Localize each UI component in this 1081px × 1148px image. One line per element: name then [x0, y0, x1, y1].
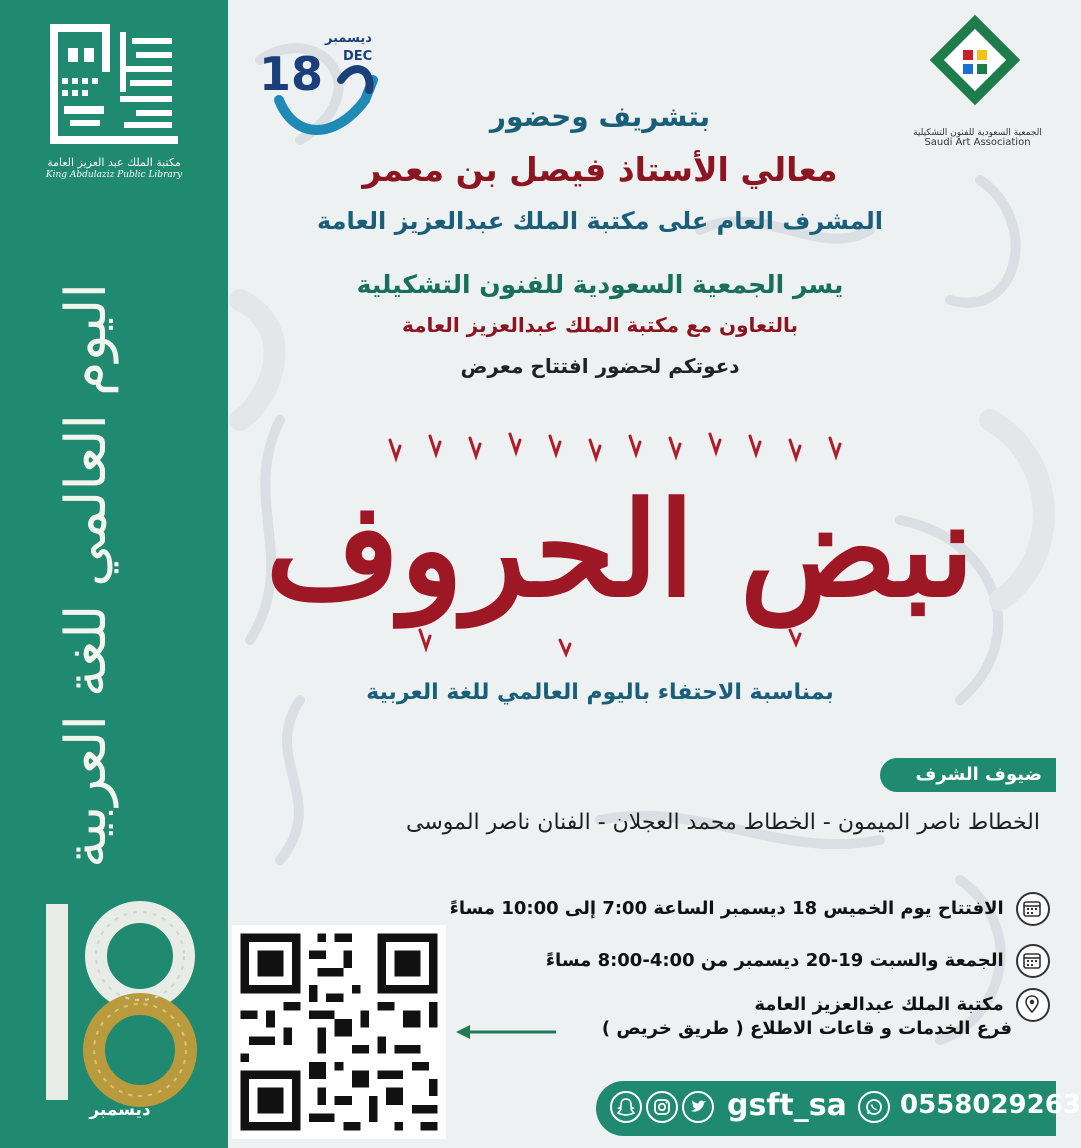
library-name-arabic: مكتبة الملك عبد العزيز العامة: [47, 156, 181, 169]
guests-of-honor-label: ضيوف الشرف: [880, 758, 1056, 792]
location-pin-icon: [1016, 988, 1050, 1022]
patron-title: المشرف العام على مكتبة الملك عبدالعزيز العامة: [317, 207, 883, 235]
guests-names: الخطاط ناصر الميمون - الخطاط محمد العجلان - الفنان ناصر الموسى: [405, 810, 1040, 835]
badge-month-en: DEC: [343, 49, 373, 64]
location-line-1: مكتبة الملك عبدالعزيز العامة: [754, 994, 1004, 1015]
qr-code[interactable]: [232, 925, 446, 1139]
host-line: يسر الجمعية السعودية للفنون التشكيلية: [356, 270, 844, 299]
library-name-english: King Abdulaziz Public Library: [45, 170, 183, 180]
arrow-left-icon: [456, 1024, 556, 1040]
occasion-line: بمناسبة الاحتفاء باليوم العالمي للغة العربية: [366, 680, 834, 705]
social-handle[interactable]: gsft_sa: [727, 1088, 847, 1123]
location-info: [350, 988, 1050, 1022]
big-18-graphic: [40, 898, 190, 1108]
association-name-arabic: الجمعية السعودية للفنون التشكيلية: [913, 128, 1042, 138]
calendar-icon: [1016, 944, 1050, 978]
whatsapp-icon[interactable]: [858, 1091, 890, 1123]
patron-name: معالي الأستاذ فيصل بن معمر: [362, 150, 838, 189]
phone-number[interactable]: 0558029263: [900, 1090, 1081, 1120]
opening-text: الافتتاح يوم الخميس 18 ديسمبر الساعة 7:00 إلى 10:00 مساءً: [449, 898, 1004, 919]
partner-line: بالتعاون مع مكتبة الملك عبدالعزيز العامة: [402, 313, 798, 337]
days-text: الجمعة والسبت 19-20 ديسمبر من 4:00-8:00 مساءً: [545, 950, 1004, 971]
location-line-2: فرع الخدمات و قاعات الاطلاع ( طريق خريص ): [601, 1018, 1012, 1039]
days-info: [350, 944, 1050, 978]
exhibition-title-calligraphy: [265, 430, 975, 660]
bottom-month-label: ديسمبر: [89, 1100, 151, 1120]
left-green-band: [0, 0, 228, 1148]
vertical-title-text: اليوم العالمي للغة العربية: [54, 282, 119, 868]
exhibition-title: نبض الحروف: [265, 473, 975, 626]
instagram-icon[interactable]: [646, 1091, 678, 1123]
badge-month-ar: ديسمبر: [325, 31, 372, 46]
invitation-line: دعوتكم لحضور افتتاح معرض: [460, 354, 740, 378]
association-name-english: Saudi Art Association: [924, 137, 1031, 148]
twitter-icon[interactable]: [682, 1091, 714, 1123]
opening-info: [350, 892, 1050, 926]
patronage-line: بتشريف وحضور: [489, 100, 711, 133]
vertical-day-title: [44, 238, 194, 878]
saudi-art-association-logo-icon: [925, 20, 1025, 116]
badge-number: 18: [259, 47, 324, 101]
snapchat-icon[interactable]: [610, 1091, 642, 1123]
calendar-icon: [1016, 892, 1050, 926]
